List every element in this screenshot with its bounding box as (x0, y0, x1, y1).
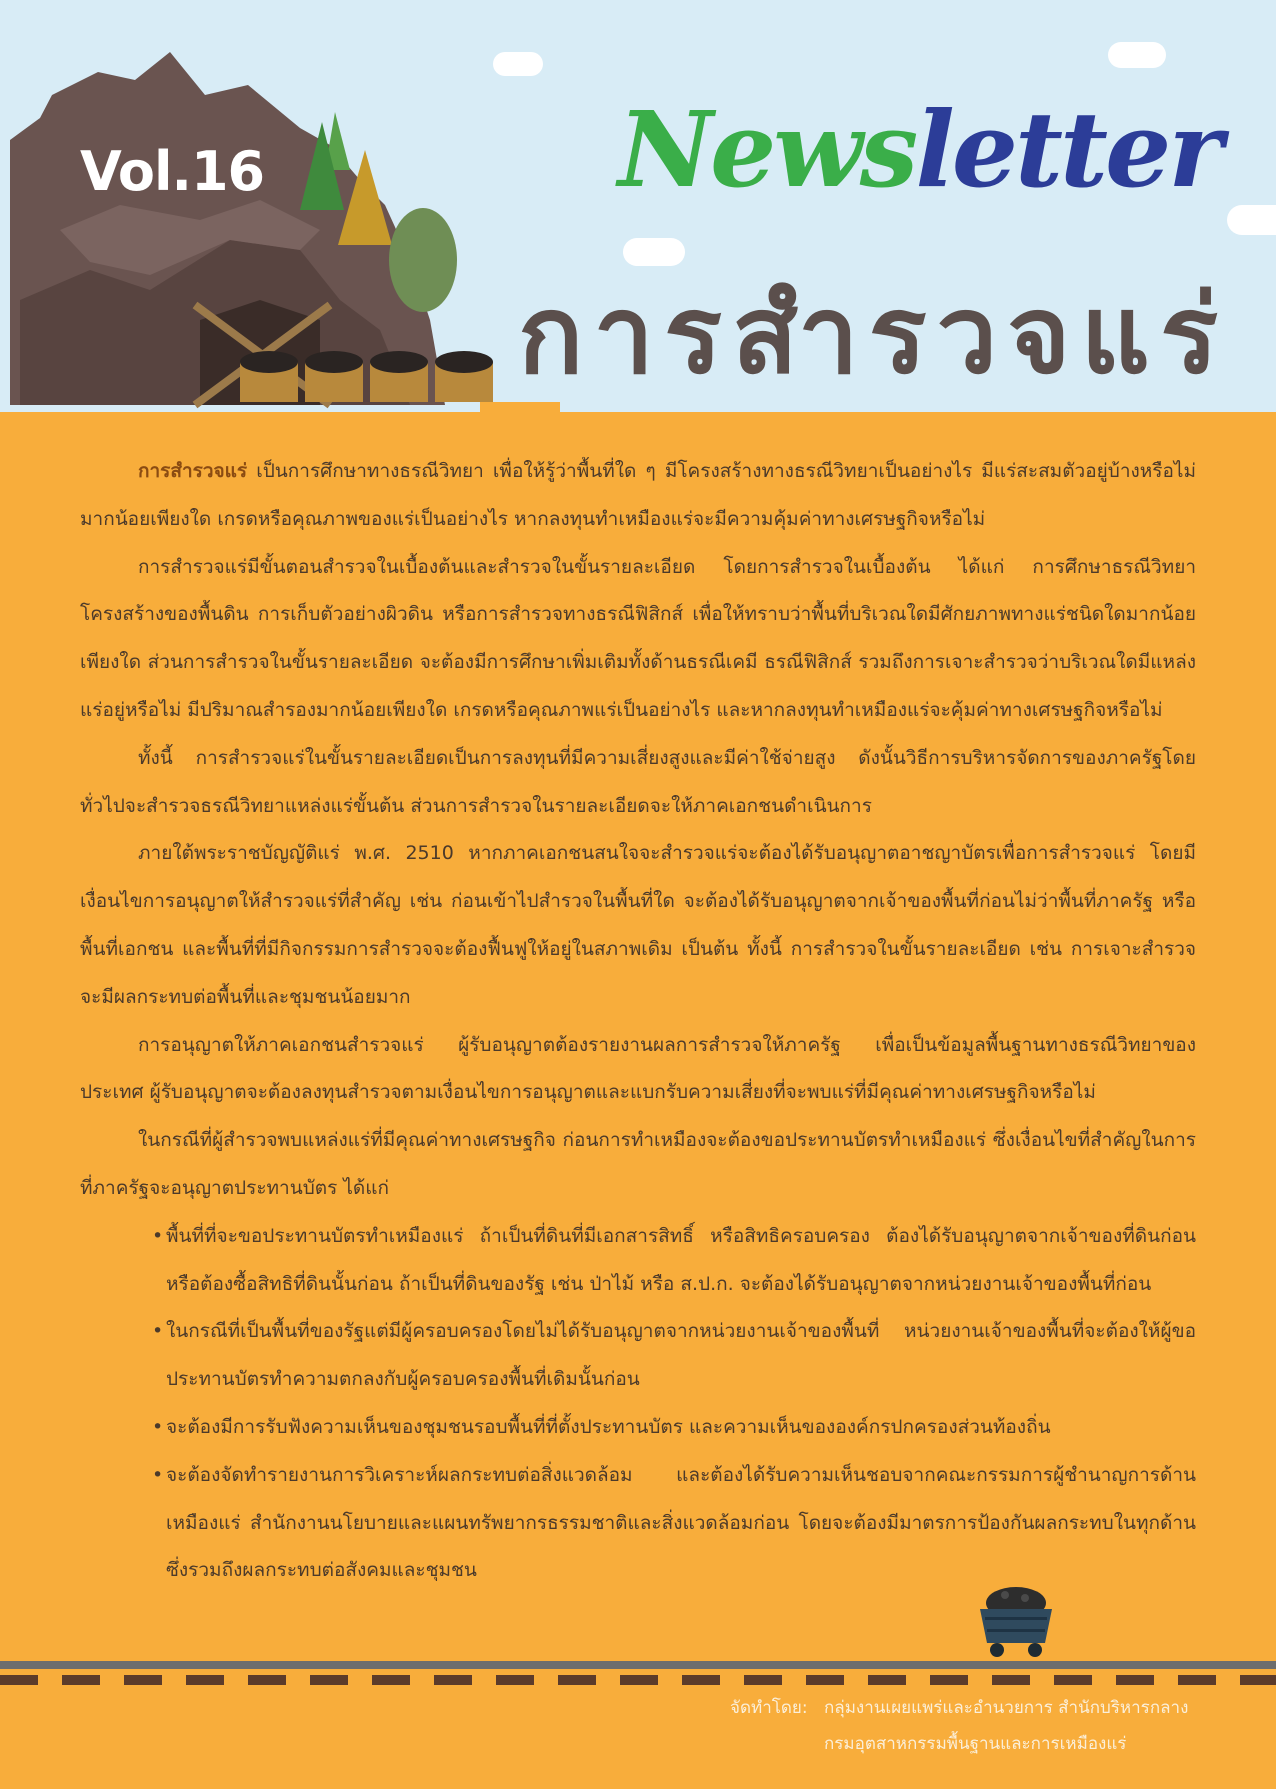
credit-row (730, 1726, 1200, 1762)
paragraph: ทั้งนี้ การสำรวจแร่ในขั้นรายละเอียดเป็นการลงทุนที่มีความเสี่ยงสูงและมีค่าใช้จ่ายสูง ดังนั้นวิธีการบริหารจัดการของภาครัฐโดยทั่วไปจะสำรวจธรณีวิทยาแหล่งแร่ขั้นต้น ส่วนการสำรวจในรายละเอียดจะให้ภาคเอกชนดำเนินการ (80, 746, 1196, 817)
thai-title: การสำรวจแร่ (518, 273, 1229, 398)
mine-cart-icon (975, 1583, 1057, 1663)
credit-row (730, 1690, 1200, 1726)
volume-label: Vol.16 (80, 140, 265, 203)
credit-label: จัดทำโดย: (730, 1698, 808, 1718)
paragraph: การสำรวจแร่มีขั้นตอนสำรวจในเบื้องต้นและสำรวจในขั้นรายละเอียด โดยการสำรวจในเบื้องต้น ได้แก่ การศึกษาธรณีวิทยา โครงสร้างของพื้นดิน การเก็บตัวอย่างผิวดิน หรือการสำรวจทางธรณีฟิสิกส์ เพื่อให้ทราบว่าพื้นที่บริเวณใดมีศักยภาพทางแร่ชนิดใดมากน้อยเพียงใด ส่วนการสำรวจในขั้นรายละเอียด จะต้องมีการศึกษาเพิ่มเติมทั้งด้านธรณีเคมี ธรณีฟิสิกส์ รวมถึงการเจาะสำรวจว่าบริเวณใดมีแหล่งแร่อยู่หรือไม่ มีปริมาณสำรองมากน้อยเพียงใด เกรดหรือคุณภาพแร่เป็นอย่างไร และหากลงทุนทำเหมืองแร่จะคุ้มค่าทางเศรษฐกิจหรือไม่ (80, 555, 1196, 721)
list-item: • จะต้องมีการรับฟังความเห็นของชุมชนรอบพื้นที่ที่ตั้งประทานบัตร และความเห็นขององค์กรปกครองส่วนท้องถิ่น (166, 1404, 1196, 1452)
credit-line-2: กรมอุตสาหกรรมพื้นฐานและการเหมืองแร่ (824, 1734, 1127, 1754)
list-item: • จะต้องจัดทำรายงานการวิเคราะห์ผลกระทบต่อสิ่งแวดล้อม และต้องได้รับความเห็นชอบจากคณะกรรมการผู้ชำนาญการด้านเหมืองแร่ สำนักงานนโยบายและแผนทรัพยากรธรรมชาติและสิ่งแวดล้อมก่อน โดยจะต้องมีมาตรการป้องกันผลกระทบในทุกด้าน ซึ่งรวมถึงผลกระทบต่อสังคมและชุมชน (166, 1452, 1196, 1595)
rail-sleepers (0, 1675, 1276, 1685)
paragraph: การอนุญาตให้ภาคเอกชนสำรวจแร่ ผู้รับอนุญาตต้องรายงานผลการสำรวจให้ภาครัฐ เพื่อเป็นข้อมูลพื้นฐานทางธรณีวิทยาของประเทศ ผู้รับอนุญาตจะต้องลงทุนสำรวจตามเงื่อนไขการอนุญาตและแบกรับความเสี่ยงที่จะพบแร่ที่มีคุณค่าทางเศรษฐกิจหรือไม่ (80, 1033, 1196, 1104)
title-letter: letter (915, 88, 1221, 211)
title-news: News (618, 88, 916, 211)
list-item: • ในกรณีที่เป็นพื้นที่ของรัฐแต่มีผู้ครอบครองโดยไม่ได้รับอนุญาตจากหน่วยงานเจ้าของพื้นที่ หน่วยงานเจ้าของพื้นที่จะต้องให้ผู้ขอประทานบัตรทำความตกลงกับผู้ครอบครองพื้นที่เดิมนั้นก่อน (166, 1308, 1196, 1404)
credit-block (730, 1690, 1200, 1762)
intro-paragraph (80, 448, 1196, 544)
intro-lead: การสำรวจแร่ (138, 460, 248, 482)
cloud-icon (1108, 42, 1166, 68)
paragraph: ในกรณีที่ผู้สำรวจพบแหล่งแร่ที่มีคุณค่าทางเศรษฐกิจ ก่อนการทำเหมืองจะต้องขอประทานบัตรทำเหมืองแร่ ซึ่งเงื่อนไขที่สำคัญในการที่ภาครัฐจะอนุญาตประทานบัตร ได้แก่ (80, 1129, 1196, 1199)
newsletter-title (618, 88, 1220, 211)
cloud-icon (1227, 205, 1276, 235)
conditions-list (80, 1213, 1196, 1595)
credit-line-1: กลุ่มงานเผยแพร่และอำนวยการ สำนักบริหารกลาง (824, 1698, 1189, 1718)
list-item: • พื้นที่ที่จะขอประทานบัตรทำเหมืองแร่ ถ้าเป็นที่ดินที่มีเอกสารสิทธิ์ หรือสิทธิครอบครอง ต้องได้รับอนุญาตจากเจ้าของที่ดินก่อน หรือต้องซื้อสิทธิที่ดินนั้นก่อน ถ้าเป็นที่ดินของรัฐ เช่น ป่าไม้ หรือ ส.ป.ก. จะต้องได้รับอนุญาตจากหน่วยงานเจ้าของพื้นที่ก่อน (166, 1213, 1196, 1309)
rail-track (0, 1657, 1276, 1687)
intro-rest: เป็นการศึกษาทางธรณีวิทยา เพื่อให้รู้ว่าพื้นที่ใด ๆ มีโครงสร้างทางธรณีวิทยาเป็นอย่างไร มีแร่สะสมตัวอยู่บ้างหรือไม่ มากน้อยเพียงใด เกรดหรือคุณภาพของแร่เป็นอย่างไร หากลงทุนทำเหมืองแร่จะมีความคุ้มค่าทางเศรษฐกิจหรือไม่ (80, 460, 1196, 530)
article-body (80, 448, 1196, 1595)
paragraph: ภายใต้พระราชบัญญัติแร่ พ.ศ. 2510 หากภาคเอกชนสนใจจะสำรวจแร่จะต้องได้รับอนุญาตอาชญาบัตรเพื่อการสำรวจแร่ โดยมีเงื่อนไขการอนุญาตให้สำรวจแร่ที่สำคัญ เช่น ก่อนเข้าไปสำรวจในพื้นที่ใด จะต้องได้รับอนุญาตจากเจ้าของพื้นที่ก่อนไม่ว่าพื้นที่ภาครัฐ หรือพื้นที่เอกชน และพื้นที่ที่มีกิจกรรมการสำรวจจะต้องฟื้นฟูให้อยู่ในสภาพเดิม เป็นต้น ทั้งนี้ การสำรวจในขั้นรายละเอียด เช่น การเจาะสำรวจ จะมีผลกระทบต่อพื้นที่และชุมชนน้อยมาก (80, 842, 1196, 1008)
mine-illustration (0, 0, 560, 420)
